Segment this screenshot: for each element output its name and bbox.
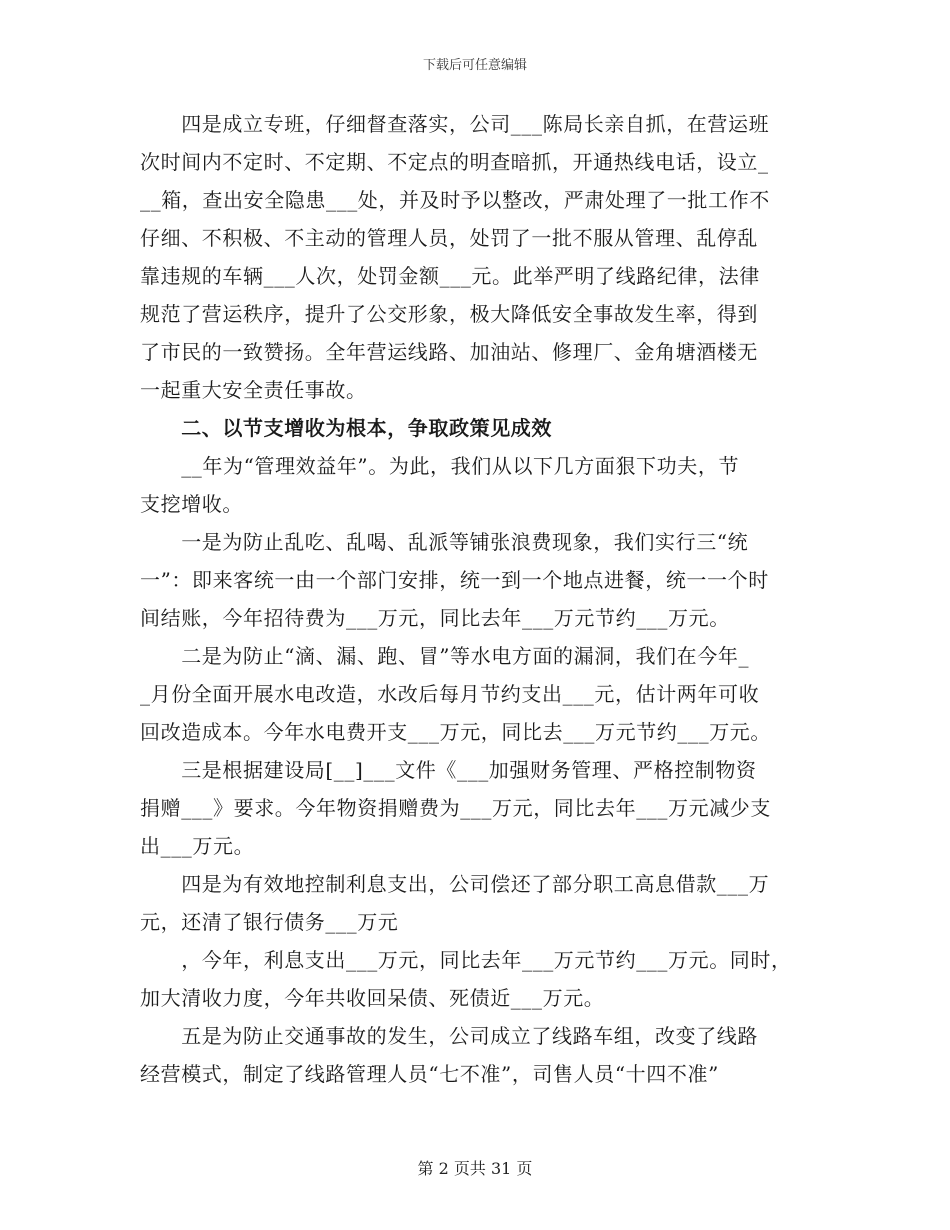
intro-line-1: __年为“管理效益年”。为此，我们从以下几方面狠下功夫，节 <box>140 454 740 478</box>
item-4-line-3: ，今年，利息支出___万元，同比去年___万元节约___万元。同时， <box>140 948 792 972</box>
item-1-line-1: 一是为防止乱吃、乱喝、乱派等铺张浪费现象，我们实行三“统 <box>140 530 749 554</box>
item-3-line-2: 捐赠___》要求。今年物资捐赠费为___万元，同比去年___万元减少支 <box>140 796 771 820</box>
item-2-line-2: _月份全面开展水电改造，水改后每月节约支出___元，估计两年可收 <box>140 682 760 706</box>
item-1-line-2: 一”：即来客统一由一个部门安排，统一到一个地点进餐，统一一个时 <box>140 568 769 592</box>
page-header: 下载后可任意编辑 <box>422 58 527 73</box>
intro-line-2: 支挖增收。 <box>140 492 243 516</box>
section-heading: 二、以节支增收为根本，争取政策见成效 <box>140 416 552 440</box>
paragraph-4-line-4: 仔细、不积极、不主动的管理人员，处罚了一批不服从管理、乱停乱 <box>140 226 758 250</box>
item-3-line-1: 三是根据建设局[__]___文件《___加强财务管理、严格控制物资 <box>140 758 757 782</box>
item-4-line-4: 加大清收力度，今年共收回呆债、死债近___万元。 <box>140 986 605 1010</box>
item-1-line-3: 间结账，今年招待费为___万元，同比去年___万元节约___万元。 <box>140 606 730 630</box>
item-2-line-1: 二是为防止“滴、漏、跑、冒”等水电方面的漏洞，我们在今年_ <box>140 644 750 668</box>
item-2-line-3: 回改造成本。今年水电费开支___万元，同比去___万元节约___万元。 <box>140 720 771 744</box>
item-5-line-2: 经营模式，制定了线路管理人员“七不准”，司售人员“十四不准” <box>140 1062 719 1086</box>
paragraph-4-line-7: 了市民的一致赞扬。全年营运线路、加油站、修理厂、金角塘酒楼无 <box>140 340 758 364</box>
item-4-line-1: 四是为有效地控制利息支出，公司偿还了部分职工高息借款___万 <box>140 872 770 896</box>
paragraph-4-line-1: 四是成立专班，仔细督查落实，公司___陈局长亲自抓，在营运班 <box>140 112 770 136</box>
item-5-line-1: 五是为防止交通事故的发生，公司成立了线路车组，改变了线路 <box>140 1024 758 1048</box>
paragraph-4-line-6: 规范了营运秩序，提升了公交形象，极大降低安全事故发生率，得到 <box>140 302 758 326</box>
paragraph-4-line-8: 一起重大安全责任事故。 <box>140 378 367 402</box>
paragraph-4-line-5: 靠违规的车辆___人次，处罚金额___元。此举严明了线路纪律，法律 <box>140 264 760 288</box>
paragraph-4-line-3: __箱，查出安全隐患___处，并及时予以整改，严肃处理了一批工作不 <box>140 188 770 212</box>
item-4-line-2: 元，还清了银行债务___万元 <box>140 910 399 934</box>
item-3-line-3: 出___万元。 <box>140 834 255 858</box>
paragraph-4-line-2: 次时间内不定时、不定期、不定点的明查暗抓，开通热线电话，设立_ <box>140 150 769 174</box>
page-number: 第 2 页共 31 页 <box>417 1159 533 1178</box>
